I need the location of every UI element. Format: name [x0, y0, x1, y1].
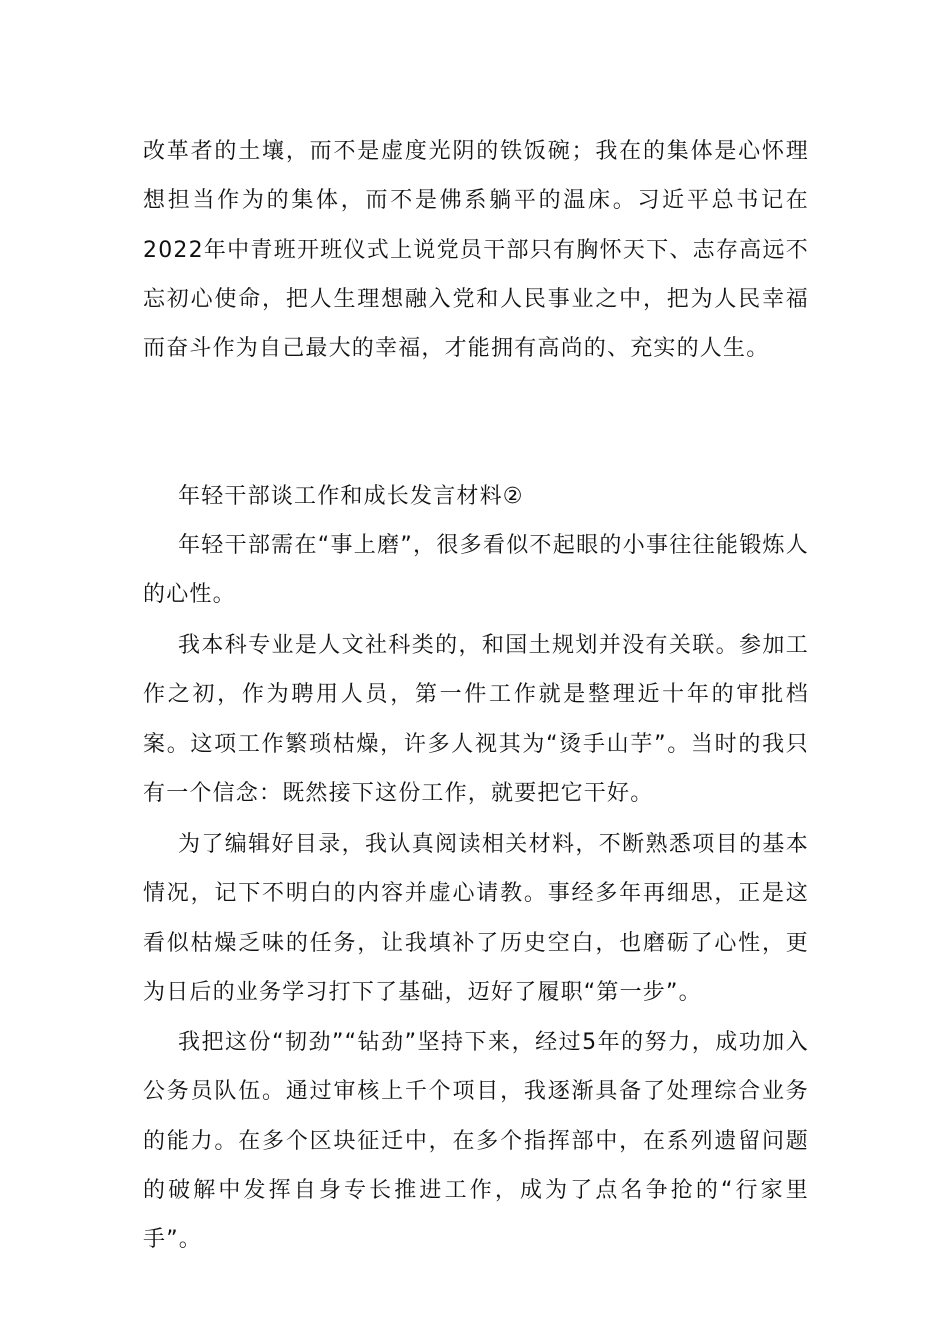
body-paragraph: 年轻干部需在“事上磨”，很多看似不起眼的小事往往能锻炼人的心性。 [143, 533, 809, 608]
body-paragraph: 我把这份“韧劲”“钻劲”坚持下来，经过5年的努力，成功加入公务员队伍。通过审核上千个项目，我逐渐具备了处理综合业务的能力。在多个区块征迁中，在多个指挥部中，在系列遗留问题的破解中发挥自身专长推进工作，成为了点名争抢的“行家里手”。 [143, 1030, 809, 1253]
section-title: 年轻干部谈工作和成长发言材料② [178, 484, 524, 509]
body-paragraph: 我本科专业是人文社科类的，和国土规划并没有关联。参加工作之初，作为聘用人员，第一件工作就是整理近十年的审批档案。这项工作繁琐枯燥，许多人视其为“烫手山芋”。当时的我只有一个信念：既然接下这份工作，就要把它干好。 [143, 633, 809, 806]
continuation-paragraph: 改革者的土壤，而不是虚度光阴的铁饭碗；我在的集体是心怀理想担当作为的集体，而不是佛系躺平的温床。习近平总书记在2022年中青班开班仪式上说党员干部只有胸怀天下、志存高远不忘初心使命，把人生理想融入党和人民事业之中，把为人民幸福而奋斗作为自己最大的幸福，才能拥有高尚的、充实的人生。 [143, 139, 809, 362]
body-paragraph: 为了编辑好目录，我认真阅读相关材料，不断熟悉项目的基本情况，记下不明白的内容并虚心请教。事经多年再细思，正是这看似枯燥乏味的任务，让我填补了历史空白，也磨砺了心性，更为日后的业务学习打下了基础，迈好了履职“第一步”。 [143, 832, 809, 1005]
